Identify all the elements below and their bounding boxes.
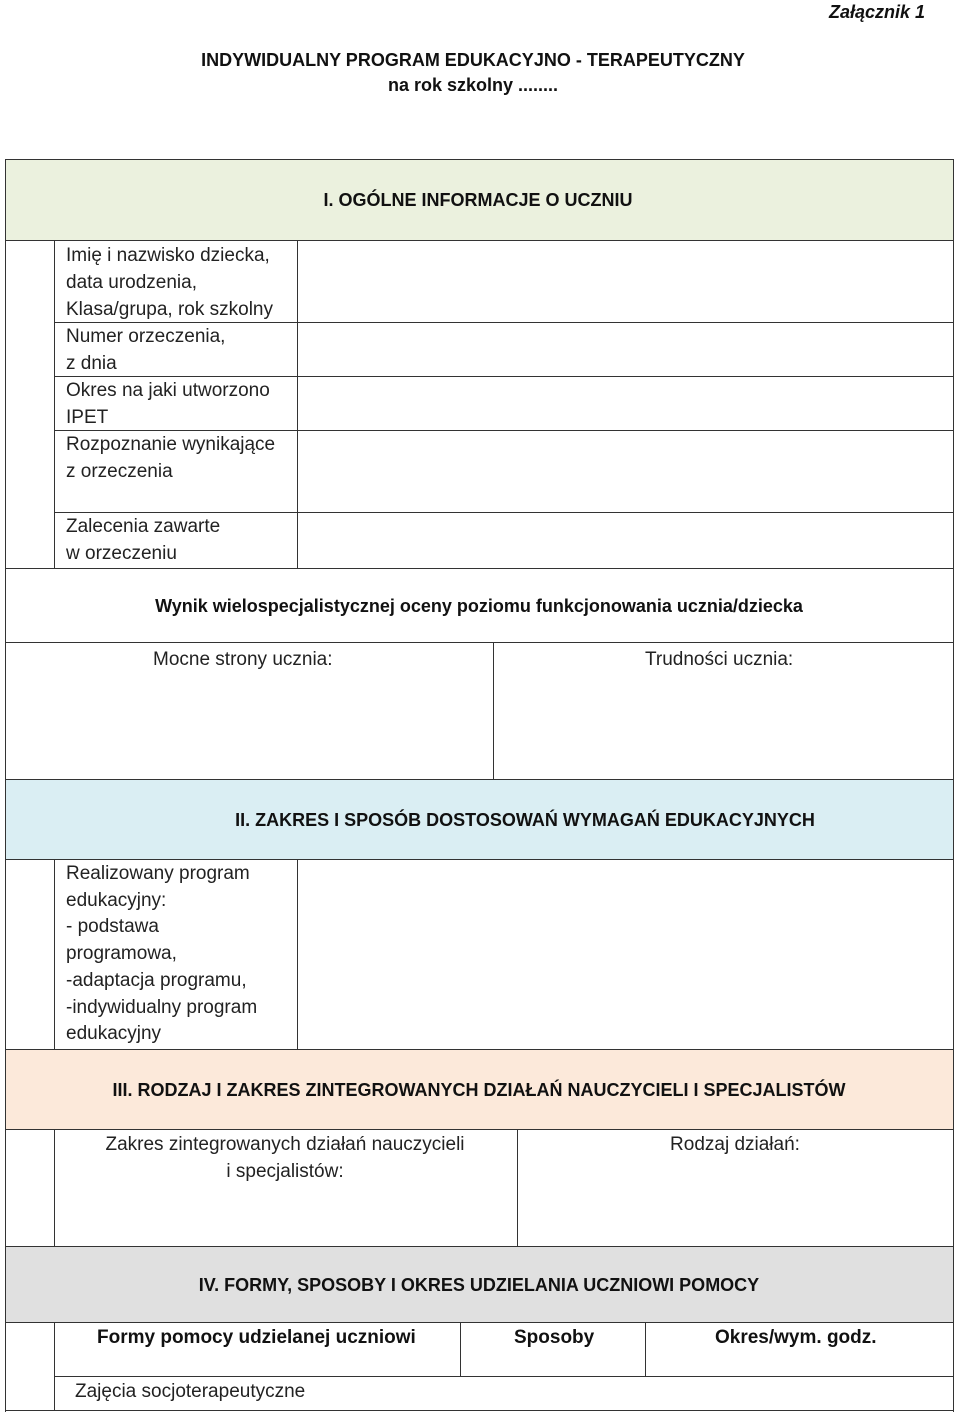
grid-line [297, 240, 298, 568]
grid-line [5, 779, 953, 780]
grid-line [460, 1322, 461, 1376]
info-row-name: Imię i nazwisko dziecka, data urodzenia, Klasa/grupa, rok szkolny [66, 245, 273, 320]
grid-line [54, 1129, 55, 1246]
grid-line [5, 1129, 953, 1130]
grid-line [517, 1129, 518, 1246]
grid-line [5, 859, 953, 860]
grid-line [5, 1049, 953, 1050]
grid-line [5, 240, 953, 241]
difficulties-label: Trudności ucznia: [645, 649, 794, 670]
info-row-diagnosis: Rozpoznanie wynikające z orzeczenia [66, 434, 276, 482]
title-line-1: INDYWIDUALNY PROGRAM EDUKACYJNO - TERAPEUTYCZNY [201, 50, 745, 70]
methods-header: Sposoby [514, 1327, 595, 1348]
grid-line [5, 568, 953, 569]
grid-line [645, 1322, 646, 1376]
grid-line [493, 642, 494, 779]
assessment-title: Wynik wielospecjalistycznej oceny poziomu funkcjonowania ucznia/dziecka [155, 596, 803, 616]
grid-line [5, 642, 953, 643]
section-3-title: III. RODZAJ I ZAKRES ZINTEGROWANYCH DZIAŁAŃ NAUCZYCIELI I SPECJALISTÓW [112, 1080, 846, 1100]
grid-line [5, 159, 953, 160]
info-row-recommendations: Zalecenia zawarte w orzeczeniu [66, 516, 221, 564]
grid-line [54, 376, 953, 377]
section-4-title: IV. FORMY, SPOSOBY I OKRES UDZIELANIA UCZNIOWI POMOCY [198, 1275, 760, 1295]
info-row-period: Okres na jaki utworzono IPET [66, 380, 270, 428]
info-row-ruling: Numer orzeczenia, z dnia [66, 326, 226, 374]
period-header: Okres/wym. godz. [715, 1327, 877, 1348]
grid-line [5, 1246, 953, 1247]
grid-line [54, 240, 55, 568]
section-2-title: II. ZAKRES I SPOSÓB DOSTOSOWAŃ WYMAGAŃ EDUKACYJNYCH [235, 810, 815, 830]
grid-line [5, 1410, 953, 1411]
annex-label: Załącznik 1 [828, 2, 925, 22]
grid-line [5, 1322, 953, 1323]
integrated-actions-label: Zakres zintegrowanych działań nauczycieli i specjalistów: [105, 1134, 465, 1182]
grid-line [54, 512, 953, 513]
section-1-title: I. OGÓLNE INFORMACJE O UCZNIU [323, 190, 633, 210]
grid-line [54, 322, 953, 323]
grid-line [54, 1322, 55, 1410]
help-form-row-1: Zajęcia socjoterapeutyczne [75, 1381, 306, 1402]
grid-line [54, 430, 953, 431]
strengths-label: Mocne strony ucznia: [153, 649, 333, 670]
grid-line [297, 859, 298, 1049]
title-line-2: na rok szkolny ........ [387, 75, 559, 95]
help-forms-header: Formy pomocy udzielanej uczniowi [97, 1327, 416, 1348]
document-title [0, 48, 946, 98]
action-type-label: Rodzaj działań: [670, 1134, 800, 1155]
grid-line [54, 1376, 953, 1377]
grid-line [54, 859, 55, 1049]
grid-left-border [5, 159, 6, 1412]
grid-right-border [953, 159, 954, 1412]
program-label: Realizowany program edukacyjny: - podstawa programowa, -adaptacja programu, -indywidualny program edukacyjny [66, 863, 258, 1045]
